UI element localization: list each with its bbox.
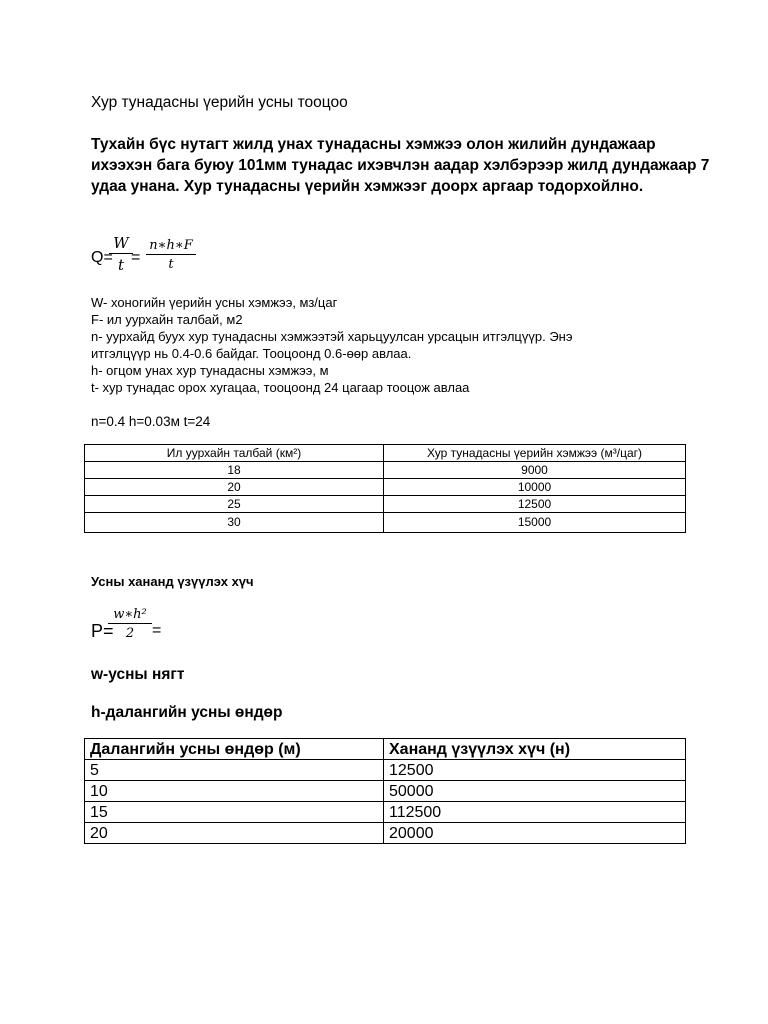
table-header-area: Ил уурхайн талбай (км²) (85, 445, 384, 462)
definition-f: F- ил уурхайн талбай, м2 (91, 312, 243, 327)
formula-q-fraction-1 (109, 234, 133, 274)
formula-q-lhs: Q= (91, 249, 113, 266)
formula-p-num: w∗h² (113, 607, 147, 622)
definition-w: W- хоногийн үерийн усны хэмжээ, мз/цаг (91, 295, 338, 310)
table-row (85, 781, 686, 802)
formula-q-num-2: n∗h∗F (149, 238, 193, 253)
table-cell: 9000 (384, 462, 686, 479)
definition-n: n- уурхайд буух хур тунадасны хэмжээтэй харьцуулсан урсацын итгэлцүүр. Энэ (91, 329, 573, 344)
table-row (85, 462, 686, 479)
definition-n-cont: итгэлцүүр нь 0.4-0.6 байдаг. Тооцоонд 0.6-өөр авлаа. (91, 346, 412, 361)
table-header-flood: Хур тунадасны үерийн хэмжээ (м³/цаг) (384, 445, 686, 462)
table-cell: 20 (85, 479, 384, 496)
table-cell: 10 (85, 781, 384, 802)
table-cell: 25 (85, 496, 384, 513)
table-cell: 50000 (384, 781, 686, 802)
water-pressure-table (84, 738, 686, 844)
table-cell: 12500 (384, 496, 686, 513)
height-definition: h-далангийн усны өндөр (91, 704, 283, 721)
table-cell: 5 (85, 760, 384, 781)
formula-q-num-1: W (113, 234, 129, 252)
table-row (85, 802, 686, 823)
formula-p-den: 2 (108, 623, 152, 641)
parameters: n=0.4 h=0.03м t=24 (91, 414, 211, 429)
table-cell: 18 (85, 462, 384, 479)
table-cell: 10000 (384, 479, 686, 496)
table-header-force: Хананд үзүүлэх хүч (н) (384, 739, 686, 760)
table-cell: 15 (85, 802, 384, 823)
table-header-row (85, 739, 686, 760)
intro-paragraph: Тухайн бүс нутагт жилд унах тунадасны хэмжээ олон жилийн дундажаар ихээхэн бага буюу 101мм тунадас ихэвчлэн аадар хэлбэрээр жилд дундажаар 7 удаа унана. Хур тунадасны үерийн хэмжээг доорх аргаар тодорхойлно. (91, 136, 710, 195)
table-header-row (85, 445, 686, 462)
formula-q-fraction-2 (146, 238, 196, 272)
table-row (85, 513, 686, 533)
formula-q-den-1: t (109, 253, 133, 274)
table-cell: 112500 (384, 802, 686, 823)
table-header-height: Далангийн усны өндөр (м) (85, 739, 384, 760)
formula-p-rhs: = (152, 622, 162, 639)
table-row (85, 496, 686, 513)
table-cell: 20 (85, 823, 384, 844)
flood-volume-table (84, 444, 686, 533)
formula-q-eq: = (131, 249, 141, 266)
formula-p-fraction (108, 607, 152, 641)
table-row (85, 479, 686, 496)
table-cell: 15000 (384, 513, 686, 533)
definition-h: h- огцом унах хур тунадасны хэмжээ, м (91, 363, 329, 378)
table-cell: 12500 (384, 760, 686, 781)
page-title: Хур тунадасны үерийн усны тооцоо (91, 94, 348, 111)
definition-t: t- хур тунадас орох хугацаа, тооцоонд 24 цагаар тооцож авлаа (91, 380, 470, 395)
section-title-water-pressure: Усны хананд үзүүлэх хүч (91, 574, 254, 589)
table-cell: 20000 (384, 823, 686, 844)
formula-q-den-2: t (146, 254, 196, 272)
table-row (85, 823, 686, 844)
density-definition: w-усны нягт (91, 666, 185, 683)
formula-p-lhs: P= (91, 621, 114, 641)
table-cell: 30 (85, 513, 384, 533)
table-row (85, 760, 686, 781)
